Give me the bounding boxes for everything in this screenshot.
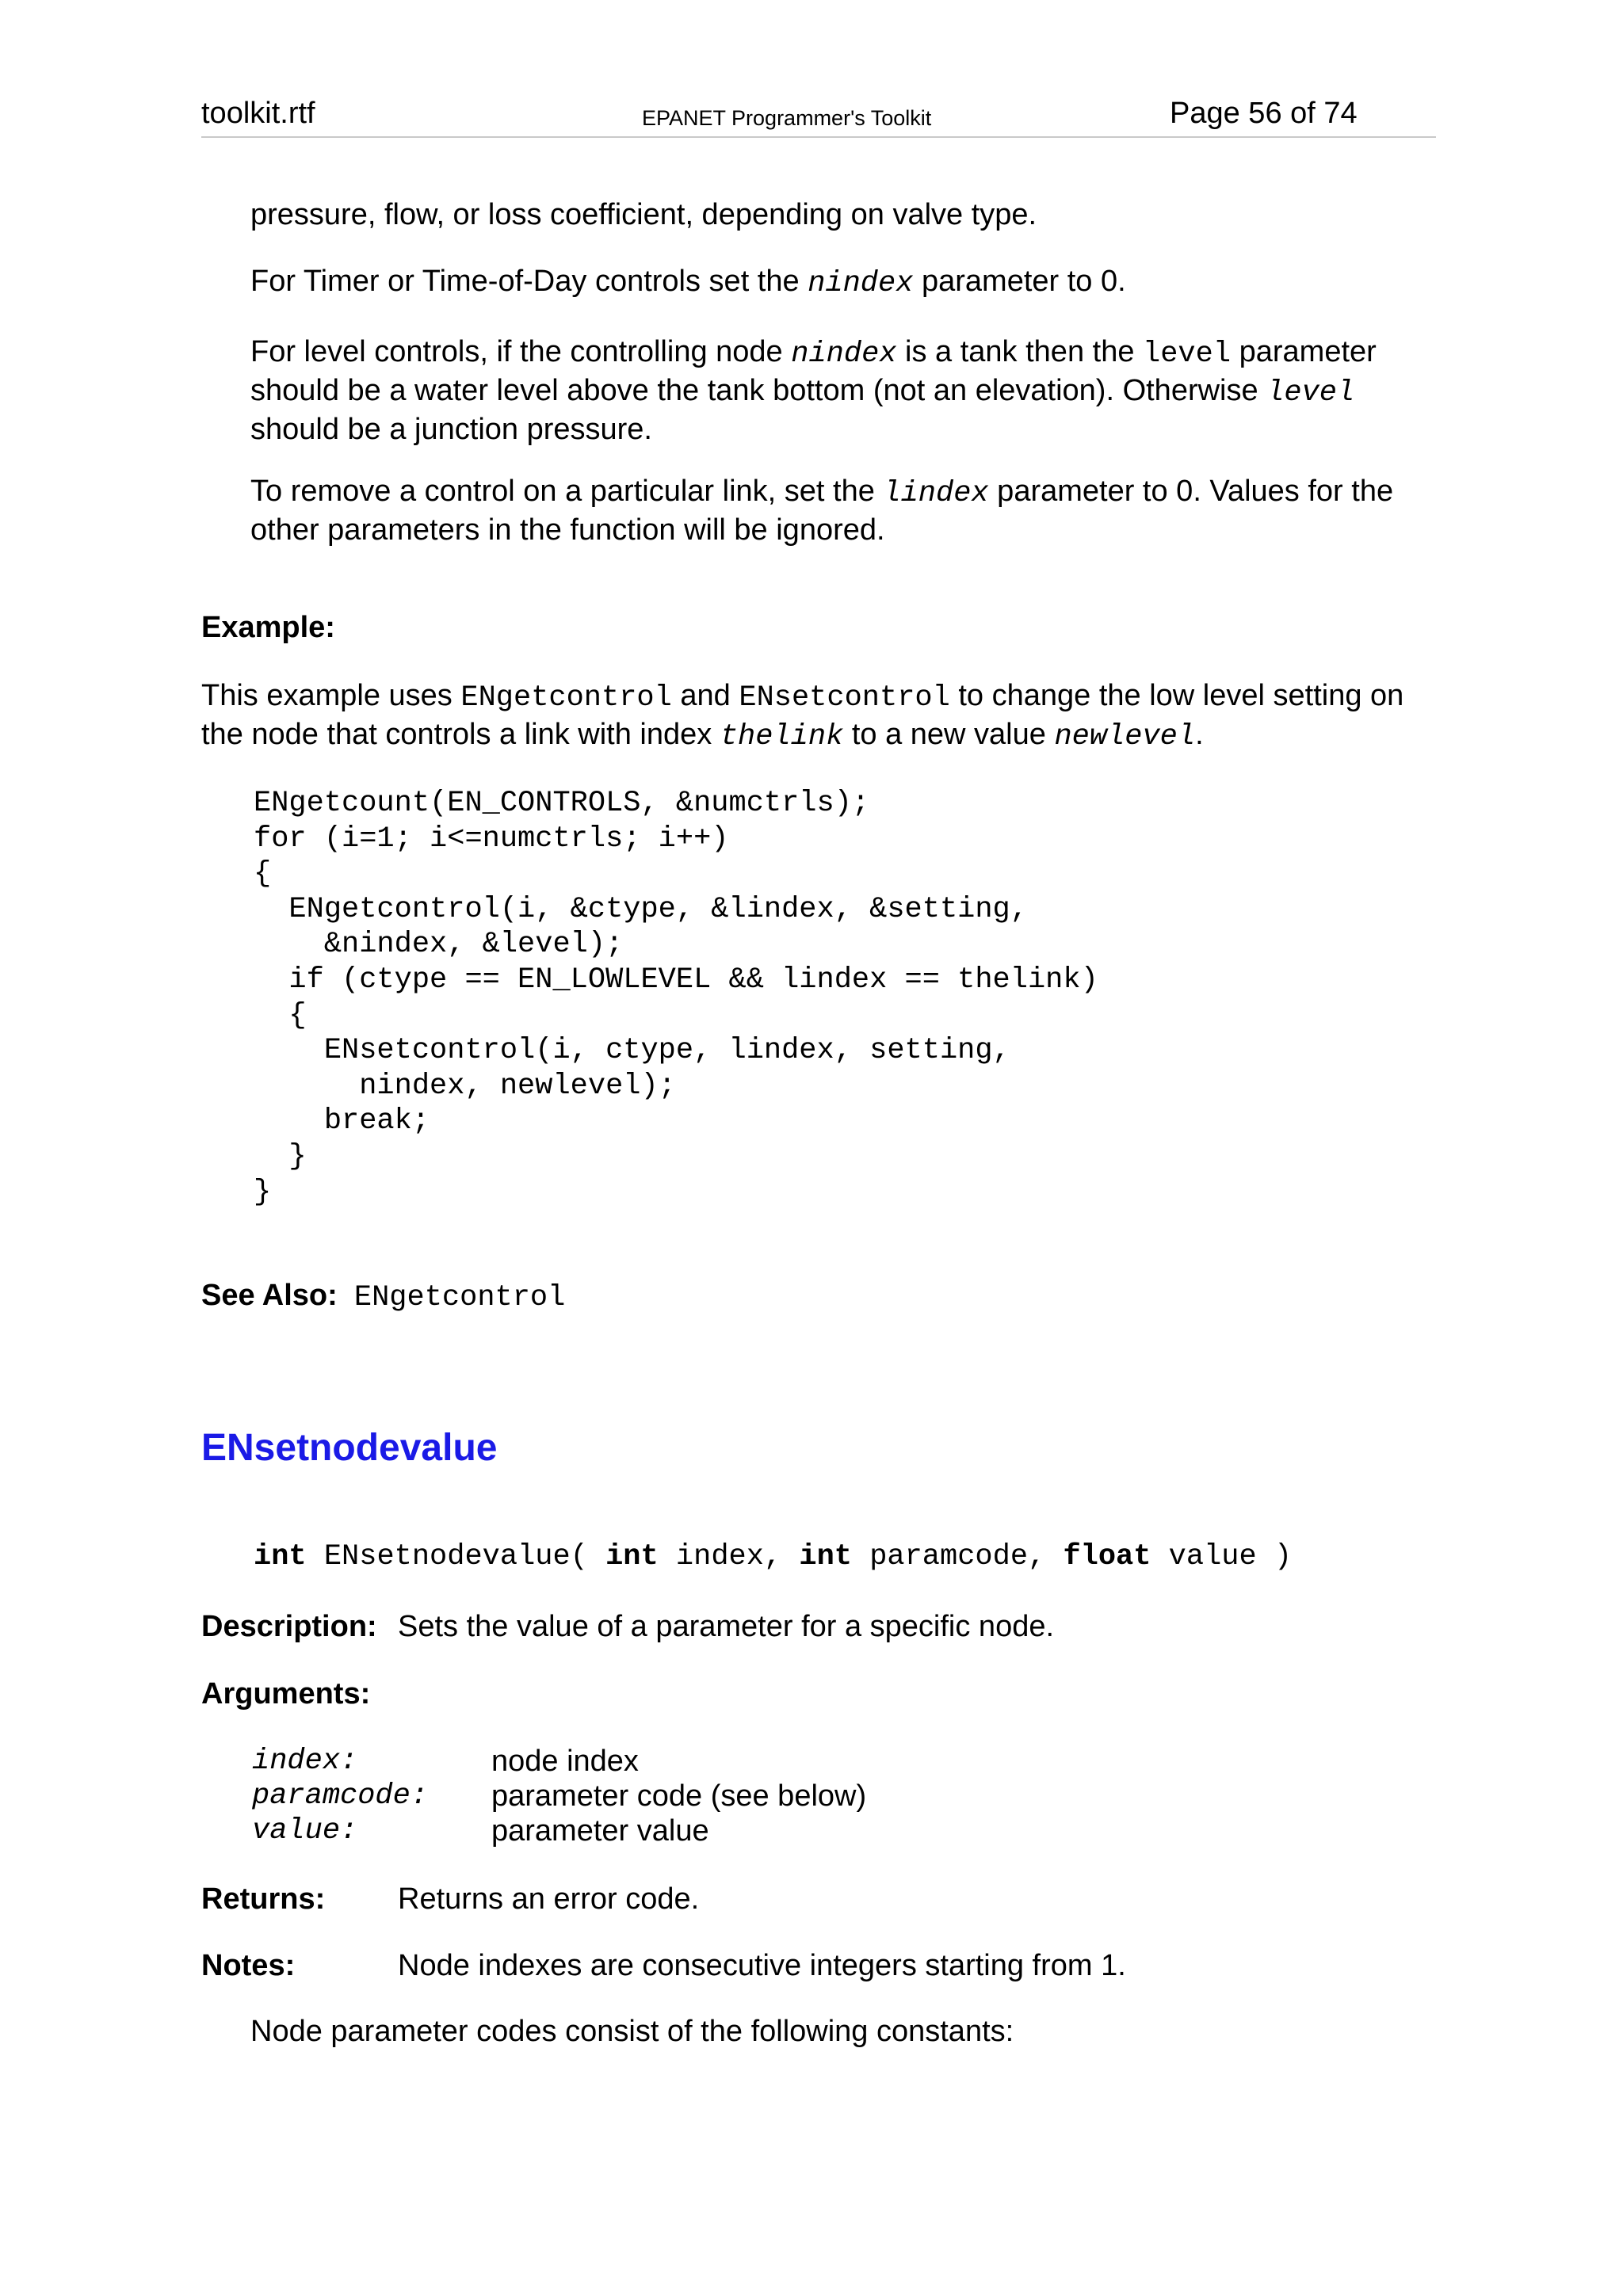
code-newlevel: newlevel — [1054, 720, 1196, 753]
paragraph-remove-control — [250, 473, 1393, 548]
line — [250, 334, 1377, 372]
text: To remove a control on a particular link, set the — [250, 475, 884, 508]
code-engetcontrol: ENgetcontrol — [460, 681, 672, 715]
returns-text: Returns an error code. — [398, 1882, 700, 1916]
keyword: int — [605, 1540, 659, 1573]
code-lindex: lindex — [883, 477, 989, 510]
see-also-label: See Also: — [201, 1279, 338, 1312]
line — [201, 716, 1403, 755]
returns-label: Returns: — [201, 1882, 326, 1916]
example-description — [201, 677, 1403, 755]
text: ENsetnodevalue( — [306, 1540, 606, 1573]
header-filename: toolkit.rtf — [201, 97, 315, 130]
page-header — [201, 95, 1436, 138]
notes-text: Node indexes are consecutive integers starting from 1. — [398, 1949, 1126, 1982]
keyword: int — [799, 1540, 852, 1573]
line: should be a junction pressure. — [250, 413, 652, 446]
function-title: ENsetnodevalue — [201, 1427, 498, 1469]
text: parameter to 0. — [913, 265, 1126, 298]
notes-paramcodes: Node parameter codes consist of the following constants: — [250, 2015, 1014, 2048]
see-also-link: ENgetcontrol — [353, 1281, 566, 1314]
argument-name: index: — [252, 1745, 358, 1778]
line — [250, 372, 1377, 411]
paragraph-level-controls — [250, 334, 1377, 448]
text: index, — [658, 1540, 800, 1573]
text: value ) — [1151, 1540, 1293, 1573]
text: the node that controls a link with index — [201, 718, 720, 751]
argument-name: paramcode: — [252, 1779, 429, 1813]
code-example: ENgetcount(EN_CONTROLS, &numctrls); for (i=1; i<=numctrls; i++) { ENgetcontrol(i, &ctype, &lindex, &setting, &nindex, &level); if (ctype == EN_LOWLEVEL && lindex == thelink) { ENsetcontrol(i, ctype, lindex, setting, nindex, newlevel); break; } } — [254, 787, 1098, 1209]
code-level: level — [1143, 338, 1232, 371]
description-text: Sets the value of a parameter for a specific node. — [398, 1610, 1055, 1643]
text: to a new value — [843, 718, 1055, 751]
text: This example uses — [201, 679, 461, 712]
function-prototype — [254, 1540, 1292, 1573]
code-thelink: thelink — [720, 720, 844, 753]
arguments-label: Arguments: — [201, 1677, 371, 1711]
text: parameter — [1231, 335, 1377, 368]
text: For level controls, if the controlling node — [250, 335, 792, 368]
argument-description: parameter code (see below) — [491, 1779, 867, 1813]
text: paramcode, — [851, 1540, 1064, 1573]
code-level: level — [1266, 376, 1355, 410]
description-label: Description: — [201, 1610, 377, 1643]
text: and — [671, 679, 739, 712]
code-nindex: nindex — [808, 267, 914, 300]
line — [201, 677, 1403, 716]
text: . — [1195, 718, 1204, 751]
notes-label: Notes: — [201, 1949, 296, 1982]
header-page-number: Page 56 of 74 — [1170, 97, 1358, 130]
see-also — [201, 1277, 565, 1316]
example-heading: Example: — [201, 611, 335, 644]
code-ensetcontrol: ENsetcontrol — [739, 681, 950, 715]
header-doc-title: EPANET Programmer's Toolkit — [642, 106, 932, 130]
text: should be a water level above the tank bottom (not an elevation). Otherwise — [250, 374, 1267, 407]
argument-name: value: — [252, 1814, 358, 1848]
argument-description: parameter value — [491, 1814, 709, 1848]
text: to change the low level setting on — [949, 679, 1404, 712]
line: other parameters in the function will be ignored. — [250, 513, 885, 547]
keyword: float — [1063, 1540, 1151, 1573]
code-nindex: nindex — [791, 338, 897, 371]
keyword: int — [254, 1540, 307, 1573]
text: is a tank then the — [896, 335, 1144, 368]
text: parameter to 0. Values for the — [988, 475, 1394, 508]
line — [250, 473, 1393, 512]
argument-description: node index — [491, 1745, 639, 1778]
paragraph-timer-controls — [250, 263, 1126, 302]
paragraph-valve-setting: pressure, flow, or loss coefficient, depending on valve type. — [250, 198, 1037, 231]
text: For Timer or Time-of-Day controls set the — [250, 265, 808, 298]
